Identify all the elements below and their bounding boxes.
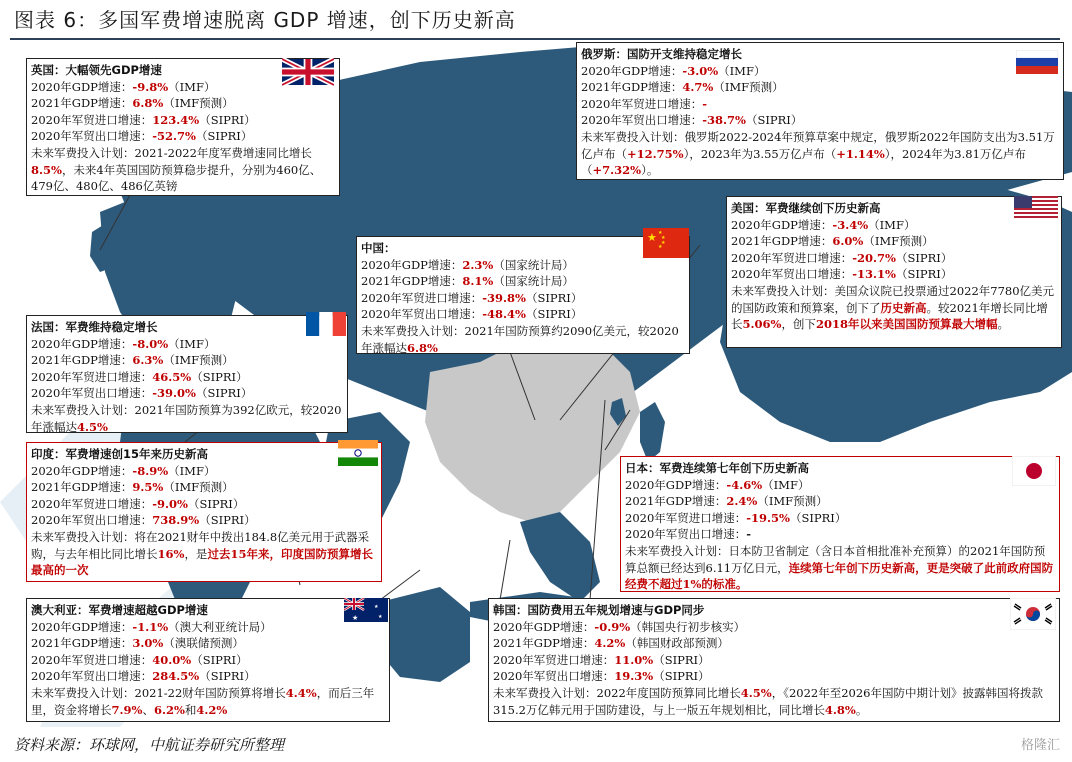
japan-line-3 <box>625 510 1055 527</box>
text: ，是 <box>184 546 208 561</box>
china-flag-icon <box>643 228 689 258</box>
japan-plan <box>625 543 1055 593</box>
label: 2020年军贸出口增速： <box>31 513 153 528</box>
label: 2020年军贸进口增速： <box>493 652 615 667</box>
france-line-2 <box>31 352 343 369</box>
value: 2.4% <box>726 494 758 509</box>
source: （SIPRI） <box>199 112 256 127</box>
value: 6.8% <box>407 340 438 355</box>
source: （SIPRI） <box>187 496 245 511</box>
source: （SIPRI） <box>195 129 253 144</box>
svg-text:★: ★ <box>661 235 666 241</box>
text: 未来军费投入计划：美国众议院已投票通过2022年7780亿美元的国防政策和预算案，创下了 <box>731 283 1055 315</box>
label: 2020年GDP增速： <box>625 477 727 492</box>
value: 6.2% <box>153 702 185 717</box>
label: 2020年军贸进口增速： <box>31 369 153 384</box>
text: ，未来4年英国国防预算稳步提升，分别为460亿、479亿、480亿、486亿英镑 <box>31 162 322 194</box>
value: 6.0% <box>832 234 864 249</box>
label: 2021年GDP增速： <box>31 96 133 111</box>
value: 6.3% <box>132 353 164 368</box>
france-flag-icon <box>306 312 346 336</box>
france-header: 法国：军费维持稳定增长 <box>31 320 158 334</box>
label: 2020年GDP增速： <box>31 619 133 634</box>
japan-flag-icon <box>1012 456 1056 486</box>
value: -38.7% <box>702 113 746 128</box>
india-line-1 <box>31 463 377 480</box>
text: 未来军费投入计划：2021年国防预算约2090亿美元，较2020年涨幅达 <box>361 323 679 355</box>
label: 2020年GDP增速： <box>31 79 133 94</box>
value: -8.0% <box>132 336 169 351</box>
korea-plan <box>493 685 1055 718</box>
value: +1.14% <box>836 146 885 161</box>
value: -39.8% <box>482 290 526 305</box>
label: 2020年军贸进口增速： <box>361 290 483 305</box>
value: +7.32% <box>592 163 642 178</box>
value: +12.75% <box>627 146 684 161</box>
label: 2020年军贸出口增速： <box>625 527 747 542</box>
source: （SIPRI） <box>191 369 248 384</box>
label: 2020年GDP增速： <box>493 619 595 634</box>
label: 2020年军贸进口增速： <box>625 510 747 525</box>
value: -9.8% <box>132 79 169 94</box>
australia-line-4 <box>31 668 385 685</box>
label: 2020年军贸进口增速： <box>731 250 853 265</box>
usa-line-1 <box>731 217 1057 234</box>
label: 2020年军贸进口增速： <box>581 96 703 111</box>
value: -9.0% <box>152 496 188 511</box>
text: ），2024年为3.81万亿卢布（ <box>581 146 1026 178</box>
australia-line-1 <box>31 619 385 636</box>
value: -13.1% <box>852 267 896 282</box>
value: -52.7% <box>152 129 196 144</box>
australia-plan <box>31 685 385 718</box>
value: 4.8% <box>824 702 856 717</box>
value: -3.4% <box>832 217 869 232</box>
label: 2021年GDP增速： <box>31 353 133 368</box>
source: （SIPRI） <box>895 250 953 265</box>
text: 未来军费投入计划：2021年国防预算为392亿欧元，较2020年涨幅达 <box>31 402 342 434</box>
svg-text:★: ★ <box>658 244 663 250</box>
japan-line-1 <box>625 477 1055 494</box>
label: 2020年军贸进口增速： <box>31 652 153 667</box>
value: 46.5% <box>152 369 192 384</box>
source: （SIPRI） <box>895 267 953 282</box>
label: 2020年军贸出口增速： <box>31 129 153 144</box>
label: 2020年军贸进口增速： <box>31 496 153 511</box>
source: （国家统计局） <box>493 274 574 289</box>
label: 2021年GDP增速： <box>625 494 727 509</box>
value: 3.0% <box>132 636 164 651</box>
value: 738.9% <box>152 513 200 528</box>
uk-line-2 <box>31 95 335 112</box>
india-plan <box>31 529 377 579</box>
value: 过去15年来，印度国防预算增长最高的一次 <box>31 546 373 578</box>
russia-header: 俄罗斯：国防开支维持稳定增长 <box>581 47 742 61</box>
india-line-3 <box>31 496 377 513</box>
korea-header: 韩国：国防费用五年规划增速与GDP同步 <box>493 603 705 617</box>
label: 2020年军贸出口增速： <box>493 669 615 684</box>
text: ），2023年为3.55万亿卢布（ <box>683 146 837 161</box>
label: 2020年军贸出口增速： <box>361 307 483 322</box>
text: 未来军费投入计划：2021-22财年国防预算将增长 <box>31 685 286 700</box>
value: 4.2% <box>196 702 228 717</box>
label: 2020年GDP增速： <box>581 63 683 78</box>
text: 未来军费投入计划：俄罗斯2022-2024年预算草案中规定，俄罗斯2022年国防支出为3.51万亿卢布（ <box>581 129 1055 161</box>
japan-line-2 <box>625 493 1055 510</box>
korea-line-2 <box>493 635 1055 652</box>
label: 2021年GDP增速： <box>31 480 133 495</box>
value: 6.8% <box>132 96 164 111</box>
text: 。 <box>997 317 1009 332</box>
label: 2020年军贸出口增速： <box>31 386 153 401</box>
value: 8.1% <box>462 274 494 289</box>
text: 未来军费投入计划：将在2021财年中拨出184.8亿美元用于武器采购，与去年相比同比增长 <box>31 529 370 561</box>
usa-line-4 <box>731 266 1057 283</box>
source: （SIPRI） <box>745 113 803 128</box>
text: 和 <box>184 702 197 717</box>
japan-line-4 <box>625 526 1055 543</box>
source: （IMF） <box>168 463 216 478</box>
value: 2.3% <box>462 257 494 272</box>
text: 未来军费投入计划：2021-2022年度军费增速同比增长 <box>31 145 312 160</box>
source: （IMF预测） <box>757 494 828 509</box>
france-line-1 <box>31 336 343 353</box>
australia-box <box>26 598 390 722</box>
france-plan <box>31 402 343 435</box>
source: （SIPRI） <box>525 307 583 322</box>
source: （SIPRI） <box>525 290 583 305</box>
value: 4.4% <box>285 685 317 700</box>
uk-flag-icon <box>282 58 334 86</box>
uk-header: 英国：大幅领先GDP增速 <box>31 63 162 77</box>
source: （SIPRI） <box>199 669 256 684</box>
source: （SIPRI） <box>195 386 253 401</box>
china-line-1 <box>361 257 685 274</box>
text: ，而后三年里，资金将增长 <box>31 685 375 717</box>
source: （IMF） <box>718 63 766 78</box>
value: 16% <box>157 546 185 561</box>
korea-flag-icon <box>1010 598 1056 630</box>
value: 4.7% <box>682 80 714 95</box>
india-flag-icon <box>338 440 378 466</box>
value: 40.0% <box>152 652 192 667</box>
label: 2020年GDP增速： <box>31 463 133 478</box>
text: ，《2022年至2026年国防中期计划》披露韩国将拨款315.2万亿韩元用于国防建设，与上一版五年规划相比，同比增长 <box>493 685 1043 717</box>
source: （IMF预测） <box>163 480 234 495</box>
source: （澳大利亚统计局） <box>168 619 272 634</box>
source: （SIPRI） <box>653 652 710 667</box>
value: 284.5% <box>152 669 200 684</box>
value: -39.0% <box>152 386 196 401</box>
usa-flag-icon <box>1014 196 1058 220</box>
label: 2020年军贸进口增速： <box>31 112 153 127</box>
text: 未来军费投入计划：2022年度国防预算同比增长 <box>493 685 741 700</box>
japan-header: 日本：军费连续第七年创下历史新高 <box>625 461 809 475</box>
value: 4.2% <box>594 636 626 651</box>
source: （IMF预测） <box>163 96 234 111</box>
label: 2020年军贸出口增速： <box>731 267 853 282</box>
uk-line-3 <box>31 112 335 129</box>
source: （国家统计局） <box>493 257 574 272</box>
source: （IMF预测） <box>713 80 784 95</box>
korea-box <box>488 598 1060 722</box>
value: -48.4% <box>482 307 526 322</box>
india-line-4 <box>31 512 377 529</box>
russia-plan <box>581 129 1059 179</box>
uk-plan <box>31 145 335 195</box>
svg-text:★: ★ <box>378 614 383 620</box>
value: 4.5% <box>740 685 772 700</box>
russia-box <box>576 42 1064 180</box>
text: 未来军费投入计划：日本防卫省制定（含日本首相批准补充预算）的2021年国防预算总额已经达到6.11万亿日元， <box>625 543 1046 575</box>
france-box <box>26 315 348 433</box>
svg-text:★: ★ <box>661 240 666 246</box>
value: -0.9% <box>594 619 631 634</box>
korea-line-3 <box>493 652 1055 669</box>
value: 19.3% <box>614 669 654 684</box>
usa-plan <box>731 283 1057 333</box>
russia-flag-icon <box>1016 50 1058 74</box>
label: 2020年GDP增速： <box>31 336 133 351</box>
label: 2021年GDP增速： <box>493 636 595 651</box>
source: （IMF预测） <box>163 353 234 368</box>
source-note: 资料来源：环球网，中航证券研究所整理 <box>14 736 285 754</box>
label: 2020年军贸出口增速： <box>581 113 703 128</box>
india-header: 印度：军费增速创15年来历史新高 <box>31 447 209 461</box>
value: 连续第七年创下历史新高，更是突破了此前政府国防经费不超过1%的标准。 <box>625 560 1054 592</box>
label: 2021年GDP增速： <box>581 80 683 95</box>
china-line-4 <box>361 306 685 323</box>
value: 2018年以来美国国防预算最大增幅 <box>815 317 998 332</box>
value: - <box>702 96 708 111</box>
svg-text:★: ★ <box>647 231 657 244</box>
usa-box <box>726 196 1062 348</box>
label: 2020年军贸出口增速： <box>31 669 153 684</box>
china-line-3 <box>361 290 685 307</box>
value: 123.4% <box>152 112 200 127</box>
india-line-2 <box>31 479 377 496</box>
china-box <box>356 236 690 354</box>
usa-line-2 <box>731 233 1057 250</box>
svg-text:★: ★ <box>352 614 359 622</box>
value: 5.06% <box>742 317 782 332</box>
japan-box <box>620 456 1060 592</box>
source: （SIPRI） <box>789 510 847 525</box>
value: 7.9% <box>111 702 143 717</box>
value: -1.1% <box>132 619 169 634</box>
australia-header: 澳大利亚：军费增速超越GDP增速 <box>31 603 208 617</box>
india-box <box>26 442 382 582</box>
svg-text:★: ★ <box>658 230 663 236</box>
value: 11.0% <box>614 652 654 667</box>
label: 2020年GDP增速： <box>361 257 463 272</box>
russia-line-1 <box>581 63 1059 80</box>
label: 2021年GDP增速： <box>731 234 833 249</box>
source: （IMF） <box>868 217 916 232</box>
value: -20.7% <box>852 250 896 265</box>
usa-header: 美国：军费继续创下历史新高 <box>731 201 881 215</box>
china-header: 中国： <box>361 241 396 255</box>
value: -4.6% <box>726 477 763 492</box>
value: -3.0% <box>682 63 719 78</box>
text: 。较2021年增长同比增长 <box>731 300 1048 332</box>
label: 2020年GDP增速： <box>731 217 833 232</box>
svg-text:★: ★ <box>374 604 379 610</box>
value: 历史新高 <box>880 300 927 315</box>
value: -8.9% <box>132 463 169 478</box>
value: -19.5% <box>746 510 790 525</box>
text: 。 <box>855 702 868 717</box>
value: 4.5% <box>77 419 108 434</box>
source: （SIPRI） <box>199 513 256 528</box>
source: （韩国央行初步核实） <box>630 619 746 634</box>
china-line-2 <box>361 273 685 290</box>
text: ，创下 <box>781 317 816 332</box>
russia-line-2 <box>581 79 1059 96</box>
china-plan <box>361 323 685 356</box>
source: （SIPRI） <box>653 669 710 684</box>
source: （IMF） <box>168 336 216 351</box>
source: （韩国财政部预测） <box>625 636 729 651</box>
source: （澳联储预测） <box>163 636 244 651</box>
usa-line-3 <box>731 250 1057 267</box>
source: （SIPRI） <box>191 652 248 667</box>
korea-line-1 <box>493 619 1055 636</box>
label: 2021年GDP增速： <box>361 274 463 289</box>
source: （IMF） <box>168 79 216 94</box>
australia-flag-icon <box>344 598 388 622</box>
australia-line-2 <box>31 635 385 652</box>
watermark: 格隆汇 <box>1020 738 1060 753</box>
value: 9.5% <box>132 480 164 495</box>
australia-line-3 <box>31 652 385 669</box>
value: 8.5% <box>31 162 62 177</box>
france-line-3 <box>31 369 343 386</box>
korea-line-4 <box>493 668 1055 685</box>
figure-title: 图表 6：多国军费增速脱离 GDP 增速，创下历史新高 <box>14 8 516 32</box>
text: ）。 <box>641 163 659 178</box>
uk-line-4 <box>31 128 335 145</box>
source: （IMF） <box>762 477 810 492</box>
france-line-4 <box>31 385 343 402</box>
text: 、 <box>142 702 154 717</box>
russia-line-3 <box>581 96 1059 113</box>
value: - <box>746 527 752 542</box>
source: （IMF预测） <box>863 234 934 249</box>
russia-line-4 <box>581 112 1059 129</box>
label: 2021年GDP增速： <box>31 636 133 651</box>
